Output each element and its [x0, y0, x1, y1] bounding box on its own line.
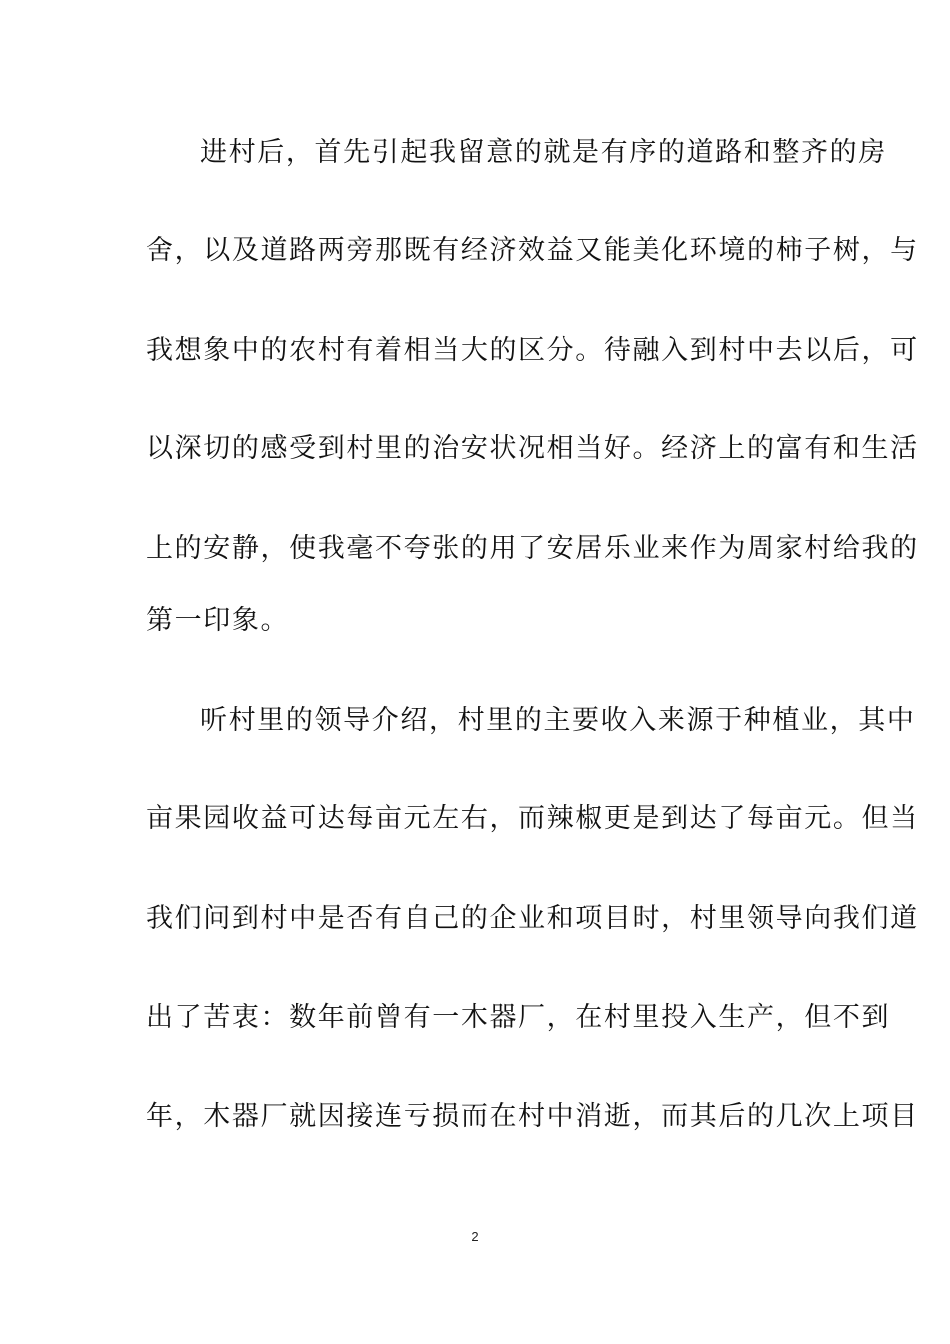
paragraph-2-line-5: 年，木器厂就因接连亏损而在村中消逝，而其后的几次上项目: [146, 1101, 919, 1132]
paragraph-1-line-2: 舍，以及道路两旁那既有经济效益又能美化环境的柿子树，与: [146, 235, 919, 266]
paragraph-2-line-2: 亩果园收益可达每亩元左右，而辣椒更是到达了每亩元。但当: [146, 803, 919, 834]
paragraph-2-line-4: 出了苦衷：数年前曾有一木器厂，在村里投入生产，但不到: [146, 1002, 891, 1033]
paragraph-2-line-1: 听村里的领导介绍，村里的主要收入来源于种植业，其中: [200, 705, 916, 736]
paragraph-2-line-3: 我们问到村中是否有自己的企业和项目时，村里领导向我们道: [146, 903, 919, 934]
paragraph-1-line-3: 我想象中的农村有着相当大的区分。待融入到村中去以后，可: [146, 335, 919, 366]
paragraph-1-line-6: 第一印象。: [146, 605, 290, 636]
paragraph-1-line-4: 以深切的感受到村里的治安状况相当好。经济上的富有和生活: [146, 433, 919, 464]
page-number: 2: [471, 1229, 479, 1244]
paragraph-1-line-1: 进村后，首先引起我留意的就是有序的道路和整齐的房: [200, 137, 887, 168]
paragraph-1-line-5: 上的安静，使我毫不夸张的用了安居乐业来作为周家村给我的: [146, 533, 919, 564]
